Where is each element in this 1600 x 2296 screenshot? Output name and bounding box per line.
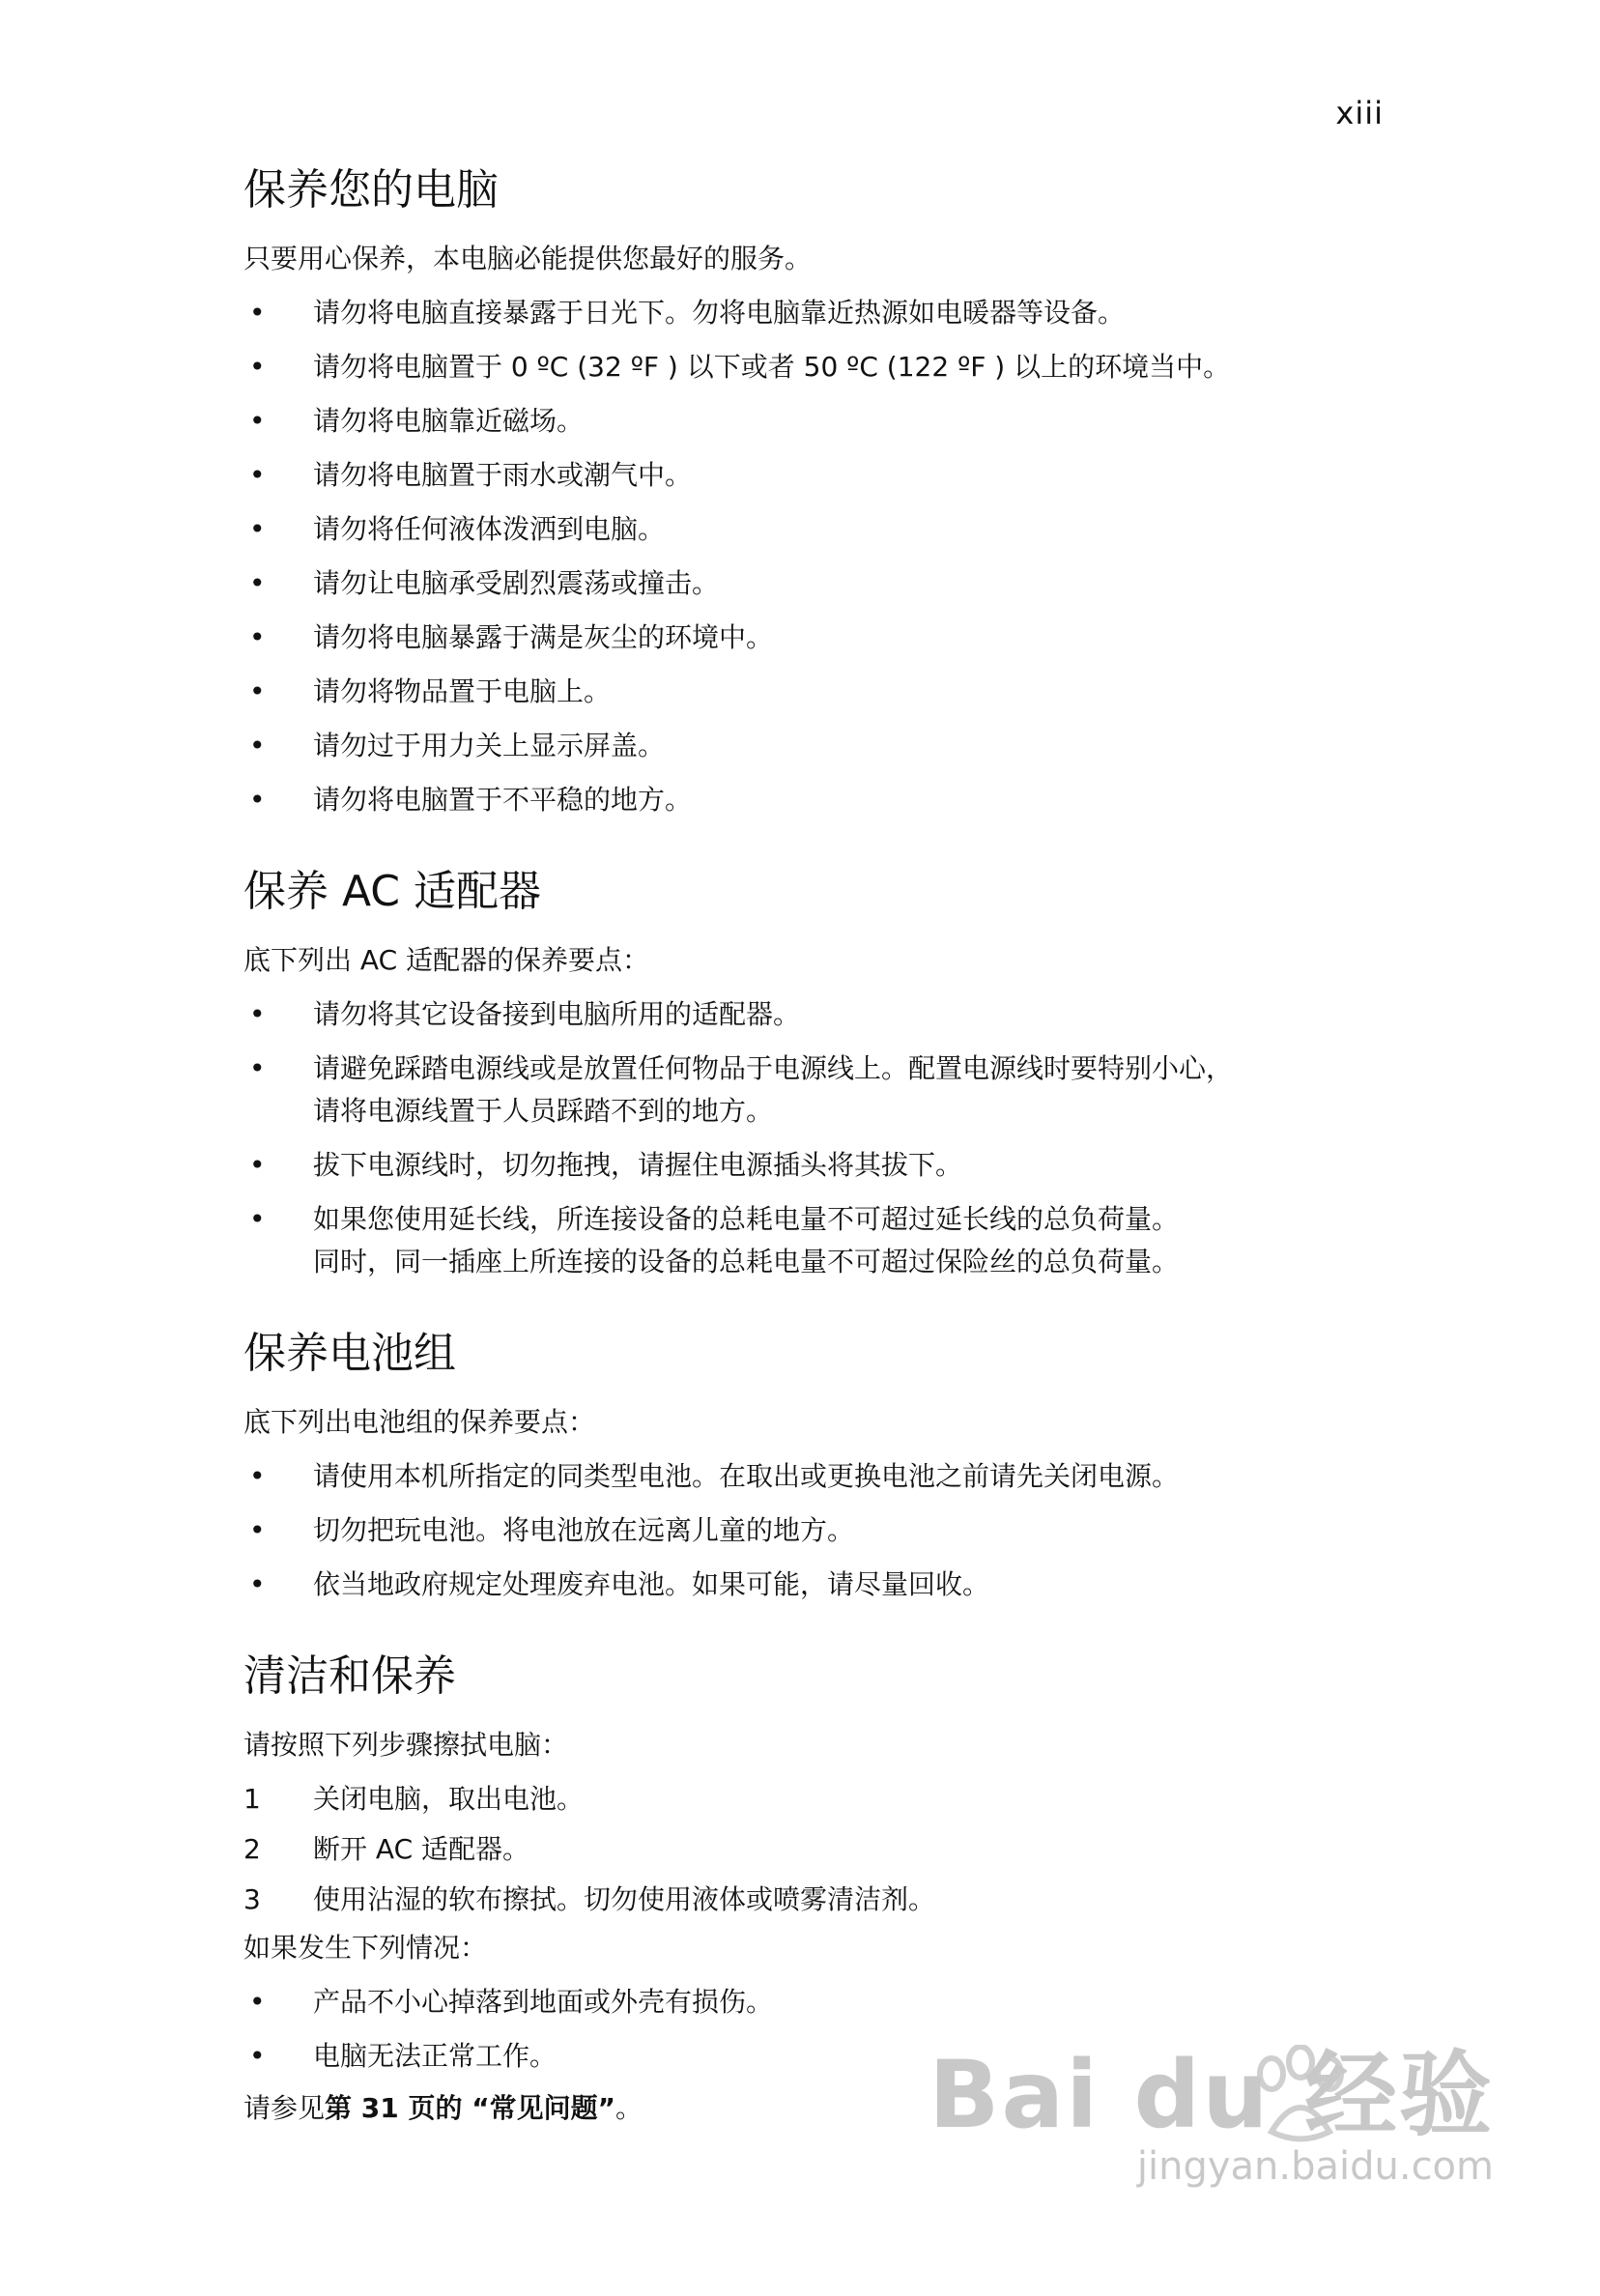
bullet-icon: •: [249, 459, 266, 491]
reference-prefix: 请参见: [243, 2092, 326, 2124]
list-item: [243, 1048, 1403, 1133]
bullet-icon: •: [249, 1149, 266, 1181]
list-item: [243, 1198, 1403, 1283]
bullet-icon: •: [249, 1568, 266, 1600]
list-item: [243, 508, 1403, 551]
bullet-icon: •: [249, 675, 266, 707]
bullet-icon: •: [249, 2040, 266, 2072]
bullet-icon: •: [249, 1052, 266, 1084]
list-item: [243, 1564, 1403, 1606]
list-item-text: 产品不小心掉落到地面或外壳有损伤。: [313, 1986, 774, 2018]
section-title: 保养您的电脑: [243, 165, 499, 215]
step-item: [243, 1879, 1403, 1921]
watermark: [929, 2041, 1494, 2190]
step-list: [243, 1778, 1403, 1921]
list-item-text: 拔下电源线时，切勿拖拽，请握住电源插头将其拔下。: [313, 1149, 963, 1181]
list-item-text: 请勿将任何液体泼洒到电脑。: [313, 513, 666, 545]
section-intro: 底下列出电池组的保养要点：: [243, 1406, 596, 1438]
bullet-icon: •: [249, 297, 266, 329]
list-item-text: 电脑无法正常工作。: [313, 2040, 557, 2072]
reference-title: “常见问题”: [462, 2092, 616, 2124]
list-item: [243, 346, 1403, 388]
list-item-text: 请勿将电脑置于不平稳的地方。: [313, 784, 693, 816]
bullet-icon: •: [249, 730, 266, 761]
section-computer-care: [243, 162, 1403, 821]
list-item: [243, 1144, 1403, 1187]
list-item: [243, 454, 1403, 497]
list-item-text-continued: 同时，同一插座上所连接的设备的总耗电量不可超过保险丝的总负荷量。: [313, 1246, 1180, 1277]
list-item-text: 如果您使用延长线，所连接设备的总耗电量不可超过延长线的总负荷量。: [313, 1203, 1180, 1235]
bullet-icon: •: [249, 513, 266, 545]
list-item: [243, 779, 1403, 821]
list-item: [243, 993, 1403, 1036]
section-intro: 请按照下列步骤擦拭电脑：: [243, 1729, 569, 1761]
condition-intro: 如果发生下列情况：: [243, 1932, 488, 1964]
step-number: 1: [243, 1783, 261, 1815]
list-item-text: 请避免踩踏电源线或是放置任何物品于电源线上。配置电源线时要特别小心，: [313, 1052, 1234, 1084]
bullet-icon: •: [249, 621, 266, 653]
list-item: [243, 292, 1403, 334]
bullet-icon: •: [249, 351, 266, 383]
step-item: [243, 1778, 1403, 1821]
step-text: 断开 AC 适配器。: [313, 1833, 530, 1865]
reference-page: 第 31 页的: [325, 2092, 463, 2124]
list-item-text: 请勿过于用力关上显示屏盖。: [313, 730, 666, 761]
step-number: 2: [243, 1833, 261, 1865]
list-item: [243, 562, 1403, 605]
bullet-icon: •: [249, 405, 266, 437]
list-item-text: 请勿将电脑直接暴露于日光下。勿将电脑靠近热源如电暖器等设备。: [313, 297, 1126, 329]
page-number: xiii: [1335, 95, 1384, 131]
section-title: 保养电池组: [243, 1329, 456, 1378]
section-intro: 底下列出 AC 适配器的保养要点：: [243, 944, 650, 976]
section-intro: 只要用心保养，本电脑必能提供您最好的服务。: [243, 243, 813, 274]
step-text: 关闭电脑，取出电池。: [313, 1783, 585, 1815]
list-item-text: 请勿将电脑靠近磁场。: [313, 405, 585, 437]
bullet-list: [243, 993, 1403, 1283]
section-title: 保养 AC 适配器: [243, 867, 542, 916]
list-item-text: 请勿将物品置于电脑上。: [313, 675, 612, 707]
list-item-text: 依当地政府规定处理废弃电池。如果可能，请尽量回收。: [313, 1568, 990, 1600]
list-item-text: 请使用本机所指定的同类型电池。在取出或更换电池之前请先关闭电源。: [313, 1460, 1180, 1492]
list-item-text: 请勿让电脑承受剧烈震荡或撞击。: [313, 567, 720, 599]
section-title: 清洁和保养: [243, 1651, 456, 1701]
list-item-text: 请勿将电脑置于雨水或潮气中。: [313, 459, 693, 491]
document-body: [243, 162, 1403, 2170]
list-item-text: 请勿将其它设备接到电脑所用的适配器。: [313, 998, 801, 1030]
bullet-icon: •: [249, 1203, 266, 1235]
list-item-text: 请勿将电脑暴露于满是灰尘的环境中。: [313, 621, 774, 653]
list-item: [243, 671, 1403, 713]
reference-suffix: 。: [615, 2092, 643, 2124]
step-item: [243, 1828, 1403, 1871]
bullet-icon: •: [249, 1986, 266, 2018]
watermark-brand: Bai du 经验: [929, 2041, 1494, 2149]
list-item: [243, 1981, 1403, 2023]
bullet-icon: •: [249, 1514, 266, 1546]
list-item: [243, 1455, 1403, 1498]
list-item-text-continued: 请将电源线置于人员踩踏不到的地方。: [313, 1095, 774, 1127]
list-item: [243, 400, 1403, 443]
list-item-text: 切勿把玩电池。将电池放在远离儿童的地方。: [313, 1514, 855, 1546]
list-item: [243, 725, 1403, 767]
watermark-url: jingyan.baidu.com: [1136, 2144, 1494, 2189]
section-battery-care: [243, 1326, 1403, 1606]
bullet-icon: •: [249, 998, 266, 1030]
bullet-list: [243, 292, 1403, 821]
bullet-icon: •: [249, 784, 266, 816]
list-item: [243, 617, 1403, 659]
step-text: 使用沾湿的软布擦拭。切勿使用液体或喷雾清洁剂。: [313, 1883, 936, 1915]
step-number: 3: [243, 1883, 261, 1915]
section-adapter-care: [243, 864, 1403, 1283]
list-item: [243, 1509, 1403, 1552]
bullet-icon: •: [249, 567, 266, 599]
list-item-text: 请勿将电脑置于 0 ºC (32 ºF ) 以下或者 50 ºC (122 ºF ) 以上的环境当中。: [313, 351, 1231, 383]
bullet-icon: •: [249, 1460, 266, 1492]
bullet-list: [243, 1455, 1403, 1606]
